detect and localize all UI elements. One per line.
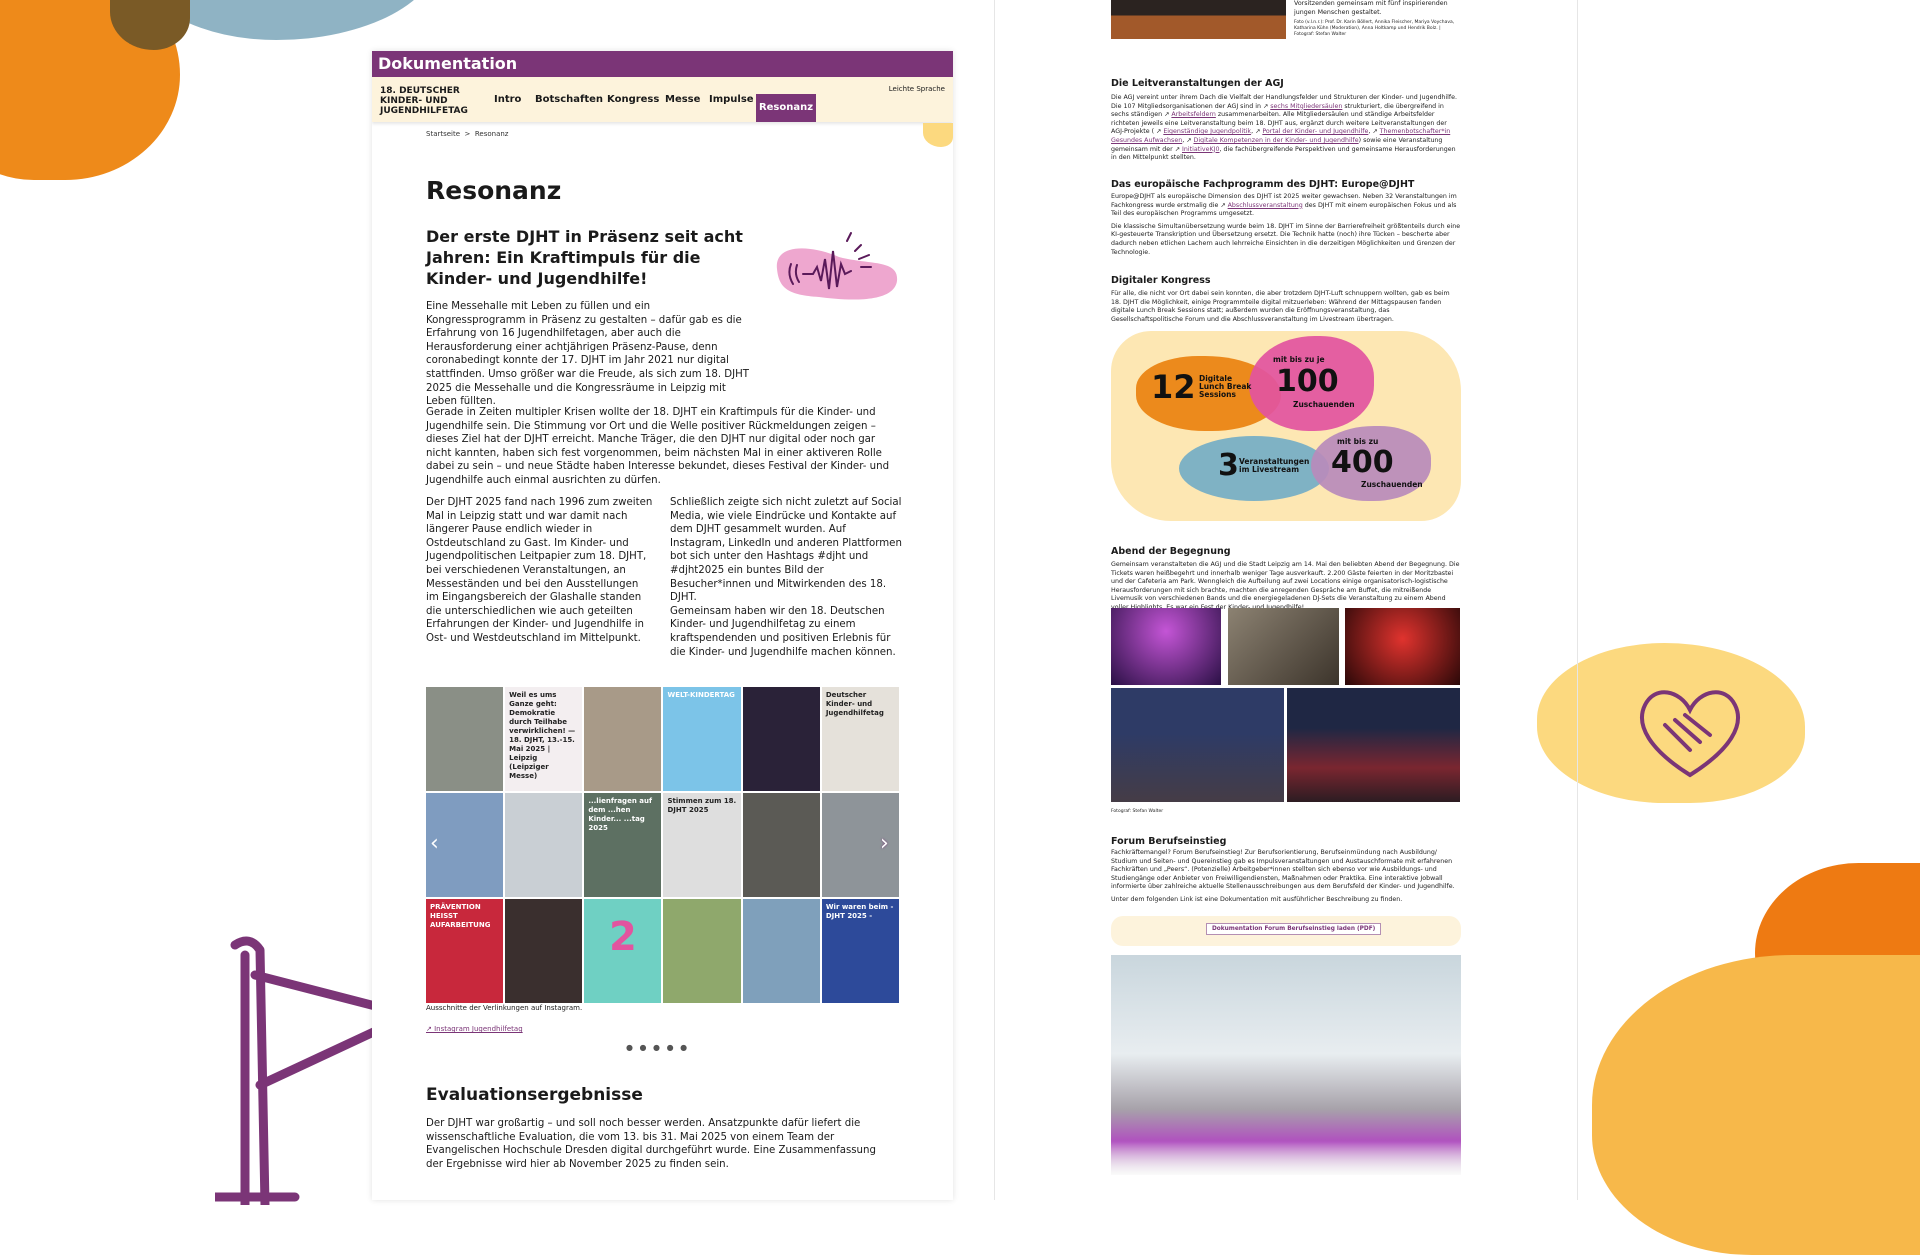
paragraph: [1111, 896, 1461, 905]
paragraph: [1111, 223, 1461, 257]
instagram-post-text: Wir waren beim - DJHT 2025 -: [825, 903, 894, 920]
nav-intro[interactable]: Intro: [494, 94, 522, 105]
download-pdf-button[interactable]: Dokumentation Forum Berufseinstieg laden (PDF): [1206, 923, 1381, 935]
instagram-post-text: 2: [608, 914, 637, 960]
breadcrumb-separator: >: [464, 130, 471, 138]
paragraph: [1111, 849, 1461, 892]
instagram-post-text: Deutscher Kinder- und Jugendhilfetag: [825, 691, 884, 717]
photo-stage-purple: [1111, 608, 1221, 685]
carousel-caption: Ausschnitte der Verlinkungen auf Instagram.: [426, 1004, 583, 1012]
instagram-post[interactable]: [505, 687, 582, 791]
easy-language-link[interactable]: Leichte Sprache: [888, 85, 945, 93]
logo-line: JUGENDHILFETAG: [380, 106, 468, 116]
nav-botschaften[interactable]: Botschaften: [535, 94, 604, 105]
intro-paragraph: Eine Messehalle mit Leben zu füllen und ein Kongressprogramm in Präsenz zu gestalten – dafür gab es die Erfahrung von 16 Jugendhilfetagen, aber auch die Herausforderung einer achtjährigen Präsenz-Pause, denn coronabedingt konnte der 17. DJHT im Jahr 2021 nur digital stattfinden. Umso größer war die Freude, als sich zum 18. DJHT 2025 die Messehalle und die Kongressräume in Leipzig mit Leben füllten.: [426, 301, 750, 408]
site-logo[interactable]: [380, 86, 490, 116]
paragraph-column-left: Der DJHT 2025 fand nach 1996 zum zweiten Mal in Leipzig statt und war damit nach längerer Pause endlich wieder in Ostdeutschland zu Gast. Im Kinder- und Jugendpolitischen Leitpapier zum 18. DJHT, bei verschiedenen Veranstaltungen, an Messeständen und bei den Ausstellungen im Eingangsbereich der Glashalle standen die unterschiedlichen wie auch geteilten Erfahrungen der Kinder- und Jugendhilfe in Ost- und Westdeutschland im Mittelpunkt.: [426, 497, 653, 644]
website-page-resonanz: [372, 51, 953, 1200]
inline-link[interactable]: Abschlussveranstaltung: [1227, 201, 1303, 209]
nav-impulse[interactable]: Impulse: [709, 94, 754, 105]
page-divider: [1577, 0, 1578, 1200]
text: ) sowie eine Veranstaltung gemeinsam mit der ↗: [1111, 136, 1443, 153]
section-heading: Forum Berufseinstieg: [1111, 836, 1227, 847]
section-body: [1111, 849, 1461, 909]
nav-kongress[interactable]: Kongress: [607, 94, 660, 105]
instagram-post-text: WELT-KINDERTAG: [667, 691, 735, 699]
section-heading: Abend der Begegnung: [1111, 546, 1231, 557]
instagram-post[interactable]: [584, 899, 661, 1003]
instagram-post[interactable]: [584, 793, 661, 897]
instagram-post[interactable]: [743, 687, 820, 791]
instagram-post[interactable]: [743, 899, 820, 1003]
text: des DJHT mit einem europäischen Fokus und als Teil des europäischen Programms umgesetzt.: [1111, 201, 1457, 218]
paragraph: [1111, 94, 1461, 163]
paragraph-column-right: [670, 496, 904, 659]
logo-line: 18. DEUTSCHER: [380, 86, 460, 96]
digital-congress-infographic: [1111, 331, 1461, 521]
instagram-post[interactable]: [426, 687, 503, 791]
breadcrumb: [426, 130, 508, 138]
photo-credit: Fotograf: Stefan Walter: [1111, 809, 1164, 814]
photo-panel-discussion: [1111, 0, 1286, 39]
stat-number: 100: [1276, 364, 1339, 399]
text: , ↗: [1251, 128, 1263, 136]
photo-dancing-outdoor: [1111, 688, 1284, 802]
fade-overlay: [1100, 1140, 1470, 1180]
instagram-post[interactable]: [663, 899, 740, 1003]
stat-number: 400: [1331, 445, 1394, 480]
stat-label: Zuschauenden: [1293, 400, 1355, 409]
text: , die fachübergreifende Perspektiven und gemeinsame Herausforderungen in den Mittelpunkt stellten.: [1111, 145, 1456, 162]
instagram-post[interactable]: [505, 793, 582, 897]
instagram-post[interactable]: [743, 793, 820, 897]
photo-caption: [1294, 0, 1459, 38]
evaluation-paragraph: Der DJHT war großartig – und soll noch besser werden. Ansatzpunkte dafür liefert die wissenschaftliche Evaluation, die vom 13. bis 31. Mai 2025 von einem Team der Evangelischen Hochschule Dresden digital durchgeführt wurde. Eine Zusammenfassung der Ergebnisse wird hier ab November 2025 zu finden sein.: [426, 1118, 876, 1170]
documentation-banner: Dokumentation: [372, 51, 953, 77]
instagram-link[interactable]: ↗ Instagram Jugendhilfetag: [426, 1025, 523, 1033]
inline-link[interactable]: Digitale Kompetenzen in der Kinder- und Jugendhilfe: [1193, 136, 1359, 144]
inline-link[interactable]: Themenbotschafter*in Gesundes Aufwachsen: [1111, 128, 1451, 144]
main-navigation: [372, 77, 953, 122]
paragraph: [1111, 290, 1461, 324]
section-body: [1111, 94, 1461, 167]
stat-prefix: mit bis zu: [1337, 437, 1379, 446]
text: Die AGJ vereint unter ihrem Dach die Vielfalt der Handlungsfelder und Strukturen der Kinder- und Jugendhilfe. Die 107 Mitgliedsorganisationen der AGJ sind in ↗: [1111, 94, 1458, 110]
section-body: [1111, 290, 1461, 328]
paragraph: [1111, 561, 1461, 613]
section-body: [1111, 193, 1461, 261]
text: Unter dem folgenden Link ist eine Dokumentation mit ausführlicher Beschreibung zu finden.: [1111, 895, 1403, 903]
sound-wave-icon: [769, 229, 901, 305]
photo-guests: [1228, 608, 1339, 685]
stat-prefix: mit bis zu je: [1273, 355, 1325, 364]
instagram-post[interactable]: [505, 899, 582, 1003]
stat-number: 3: [1218, 448, 1239, 483]
instagram-carousel[interactable]: [426, 687, 899, 1003]
paragraph: Gemeinsam haben wir den 18. Deutschen Kinder- und Jugendhilfetag zu einem kraftspendenden und positiven Erlebnis für die Kinder- und Jugendhilfe machen können.: [670, 605, 896, 658]
logo-line: KINDER- UND: [380, 96, 448, 106]
handshake-heart-icon: [1630, 680, 1750, 780]
section-heading: Die Leitveranstaltungen der AGJ: [1111, 78, 1284, 89]
photo-caption-text: Vorsitzenden gemeinsam mit fünf inspirierenden jungen Menschen gestaltet.: [1294, 0, 1448, 16]
photo-park-night: [1287, 688, 1460, 802]
stat-label: Digitale Lunch Break Sessions: [1199, 374, 1252, 399]
instagram-post[interactable]: [822, 687, 899, 791]
stat-label: Veranstaltungen im Livestream: [1239, 457, 1310, 474]
text: zusammenarbeiten. Alle Mitgliedersäulen und ständige Arbeitsfelder richteten jeweils eine Leitveranstaltung beim 18. DJHT aus, ergänzt durch weitere Leitveranstaltungen der AGJ-Projekte ( ↗: [1111, 111, 1447, 136]
nav-resonanz-active[interactable]: Resonanz: [756, 94, 816, 122]
decorative-yellow-corner: [923, 123, 953, 147]
instagram-post[interactable]: [584, 687, 661, 791]
breadcrumb-home[interactable]: Startseite: [426, 130, 461, 138]
inline-link[interactable]: sechs Mitgliedersäulen: [1270, 102, 1343, 110]
paragraph: [1111, 193, 1461, 219]
instagram-post-text: Weil es ums Ganze geht: Demokratie durch Teilhabe verwirklichen! — 18. DJHT, 13.-15. Mai 2025 | Leipzig (Leipziger Messe): [509, 691, 576, 780]
carousel-next-icon[interactable]: ›: [880, 831, 889, 856]
photo-band-red: [1345, 608, 1460, 685]
page-divider: [994, 0, 995, 1200]
instagram-post-text: Stimmen zum 18. DJHT 2025: [667, 797, 737, 814]
instagram-post-text: PRÄVENTION HEISST AUFARBEITUNG: [430, 903, 491, 929]
photo-credit: Foto (v.l.n.r.): Prof. Dr. Karin Böllert, Annika Fleischer, Mariya Voychava, Katharina Kühn (Moderation), Anna Holtkamp und Hendrik Bolz. | Fotograf: Stefan Walter: [1294, 20, 1455, 38]
breadcrumb-current: Resonanz: [474, 130, 509, 138]
text: Gemeinsam veranstalteten die AGJ und die Stadt Leipzig am 14. Mai den beliebten Abend der Begegnung. Die Tickets waren heißbegehrt und innerhalb weniger Tage ausverkauft. 2.200 Gäste feierten in der Moritzbastei und der Cafeteria am Park. Wenngleich die Aufteilung auf zwei Locations einige organisatorisch-logistische Herausforderungen mit sich brachte, machten die anregenden Gespräche am Buffet, die mitreißende Livemusik von verschiedenen Bands und die energiegeladenen DJ-Sets die Veranstaltung zu einem Abend: [1111, 561, 1460, 603]
text: , ↗: [1368, 128, 1380, 136]
nav-messe[interactable]: Messe: [665, 94, 701, 105]
paragraph: Schließlich zeigte sich nicht zuletzt auf Social Media, wie viele Eindrücke und Kontakte auf dem DJHT gesammelt wurden. Auf Instagram, LinkedIn und anderen Plattformen bot sich unter den Hashtags #djht und #djht2025 ein buntes Bild der Besucher*innen und Mitwirkenden des 18. DJHT.: [670, 497, 902, 604]
instagram-post[interactable]: [426, 899, 503, 1003]
paragraph: Gerade in Zeiten multipler Krisen wollte der 18. DJHT ein Kraftimpuls für die Kinder- und Jugendhilfe sein. Die Stimmung vor Ort und die Welle positiver Rückmeldungen zeigen – dieses Ziel hat der DJHT erreicht. Manche Träger, die den DJHT nur digital oder noch gar nicht kannten, haben sich fest vorgenommen, beim nächsten Mal in einer aktiveren Rolle dabei zu sein – und neue Städte haben Interesse bekundet, dieses Festival der Kinder- und Jugendhilfe auch einmal ausrichten zu dürfen.: [426, 407, 890, 486]
page-title: Resonanz: [426, 176, 562, 205]
text: Fachkräftemangel? Forum Berufseinstieg! Zur Berufsorientierung, Berufseinmündung nach Ausbildung/ Studium und Seiten- und Quereinstieg gab es Impulsveranstaltungen und Austauschformate mit erfahrenen Fachkräften und „Peers“. (Potenzielle) Arbeitgeber*innen stellten sich ebenso vor wie Ausbildungs- und Studiengänge oder Anbieter von Freiwilligendiensten, Maßnahmen oder Praktika. Eine interaktive Jobwall informierte über zahlreiche aktuelle Stellenausschreibungen aus dem Berufsfeld der Kinder- und Jugendhilfe.: [1111, 849, 1455, 891]
section-heading: Digitaler Kongress: [1111, 275, 1211, 286]
decorative-lightorange-blob: [1592, 955, 1920, 1255]
text: Die klassische Simultanübersetzung wurde beim 18. DJHT im Sinne der Barrierefreiheit größtenteils durch eine KI-gesteuerte Transkription und Übersetzung ersetzt. Die Technik hatte (noch) ihre Tücken – bescherte aber dadurch neben etlichen Lachern auch lehrreiche Einsichten in die derzeitigen Möglichkeiten und Grenzen der Technologie.: [1111, 222, 1461, 256]
section-heading: Das europäische Fachprogramm des DJHT: Europe@DJHT: [1111, 179, 1415, 190]
carousel-dots[interactable]: ● ● ● ● ●: [626, 1043, 690, 1052]
stat-number: 12: [1151, 368, 1196, 406]
carousel-prev-icon[interactable]: ‹: [430, 831, 439, 856]
evaluation-heading: Evaluationsergebnisse: [426, 1085, 643, 1105]
section-subtitle: Der erste DJHT in Präsenz seit acht Jahren: Ein Kraftimpuls für die Kinder- und Jugendhilfe!: [426, 227, 743, 288]
text: Für alle, die nicht vor Ort dabei sein konnten, die aber trotzdem DJHT-Luft schnuppern wollten, gab es beim 18. DJHT die Möglichkeit, einige Programmteile digital mitzuerleben: Während der Mittagspausen fanden digitale Lunch Break Sessions statt; außerdem wurden die Eröffnungsveranstaltung, das Gesellschaftspolitische Forum und die Abschlussveranstaltung im Livestream übertragen.: [1111, 290, 1450, 323]
instagram-post[interactable]: [663, 793, 740, 897]
stat-label: Zuschauenden: [1361, 480, 1423, 489]
inline-link[interactable]: InitiativeKJ0: [1182, 145, 1220, 153]
text: , ↗: [1182, 136, 1194, 144]
instagram-post[interactable]: [663, 687, 740, 791]
inline-link[interactable]: Arbeitsfeldern: [1171, 111, 1216, 119]
instagram-post-text: ...lienfragen auf dem ...hen Kinder... ...tag 2025: [588, 797, 652, 832]
text: Europe@DJHT als europäische Dimension des DJHT ist 2025 weiter gewachsen. Neben 32 Veranstaltungen im Fachkongress wurde erstmalig die ↗: [1111, 193, 1457, 209]
inline-link[interactable]: Eigenständige Jugendpolitik: [1163, 128, 1252, 136]
text: strukturiert, die übergreifend in sechs ständigen ↗: [1111, 102, 1444, 119]
instagram-post[interactable]: [822, 899, 899, 1003]
inline-link[interactable]: Portal der Kinder- und Jugendhilfe: [1262, 128, 1369, 136]
